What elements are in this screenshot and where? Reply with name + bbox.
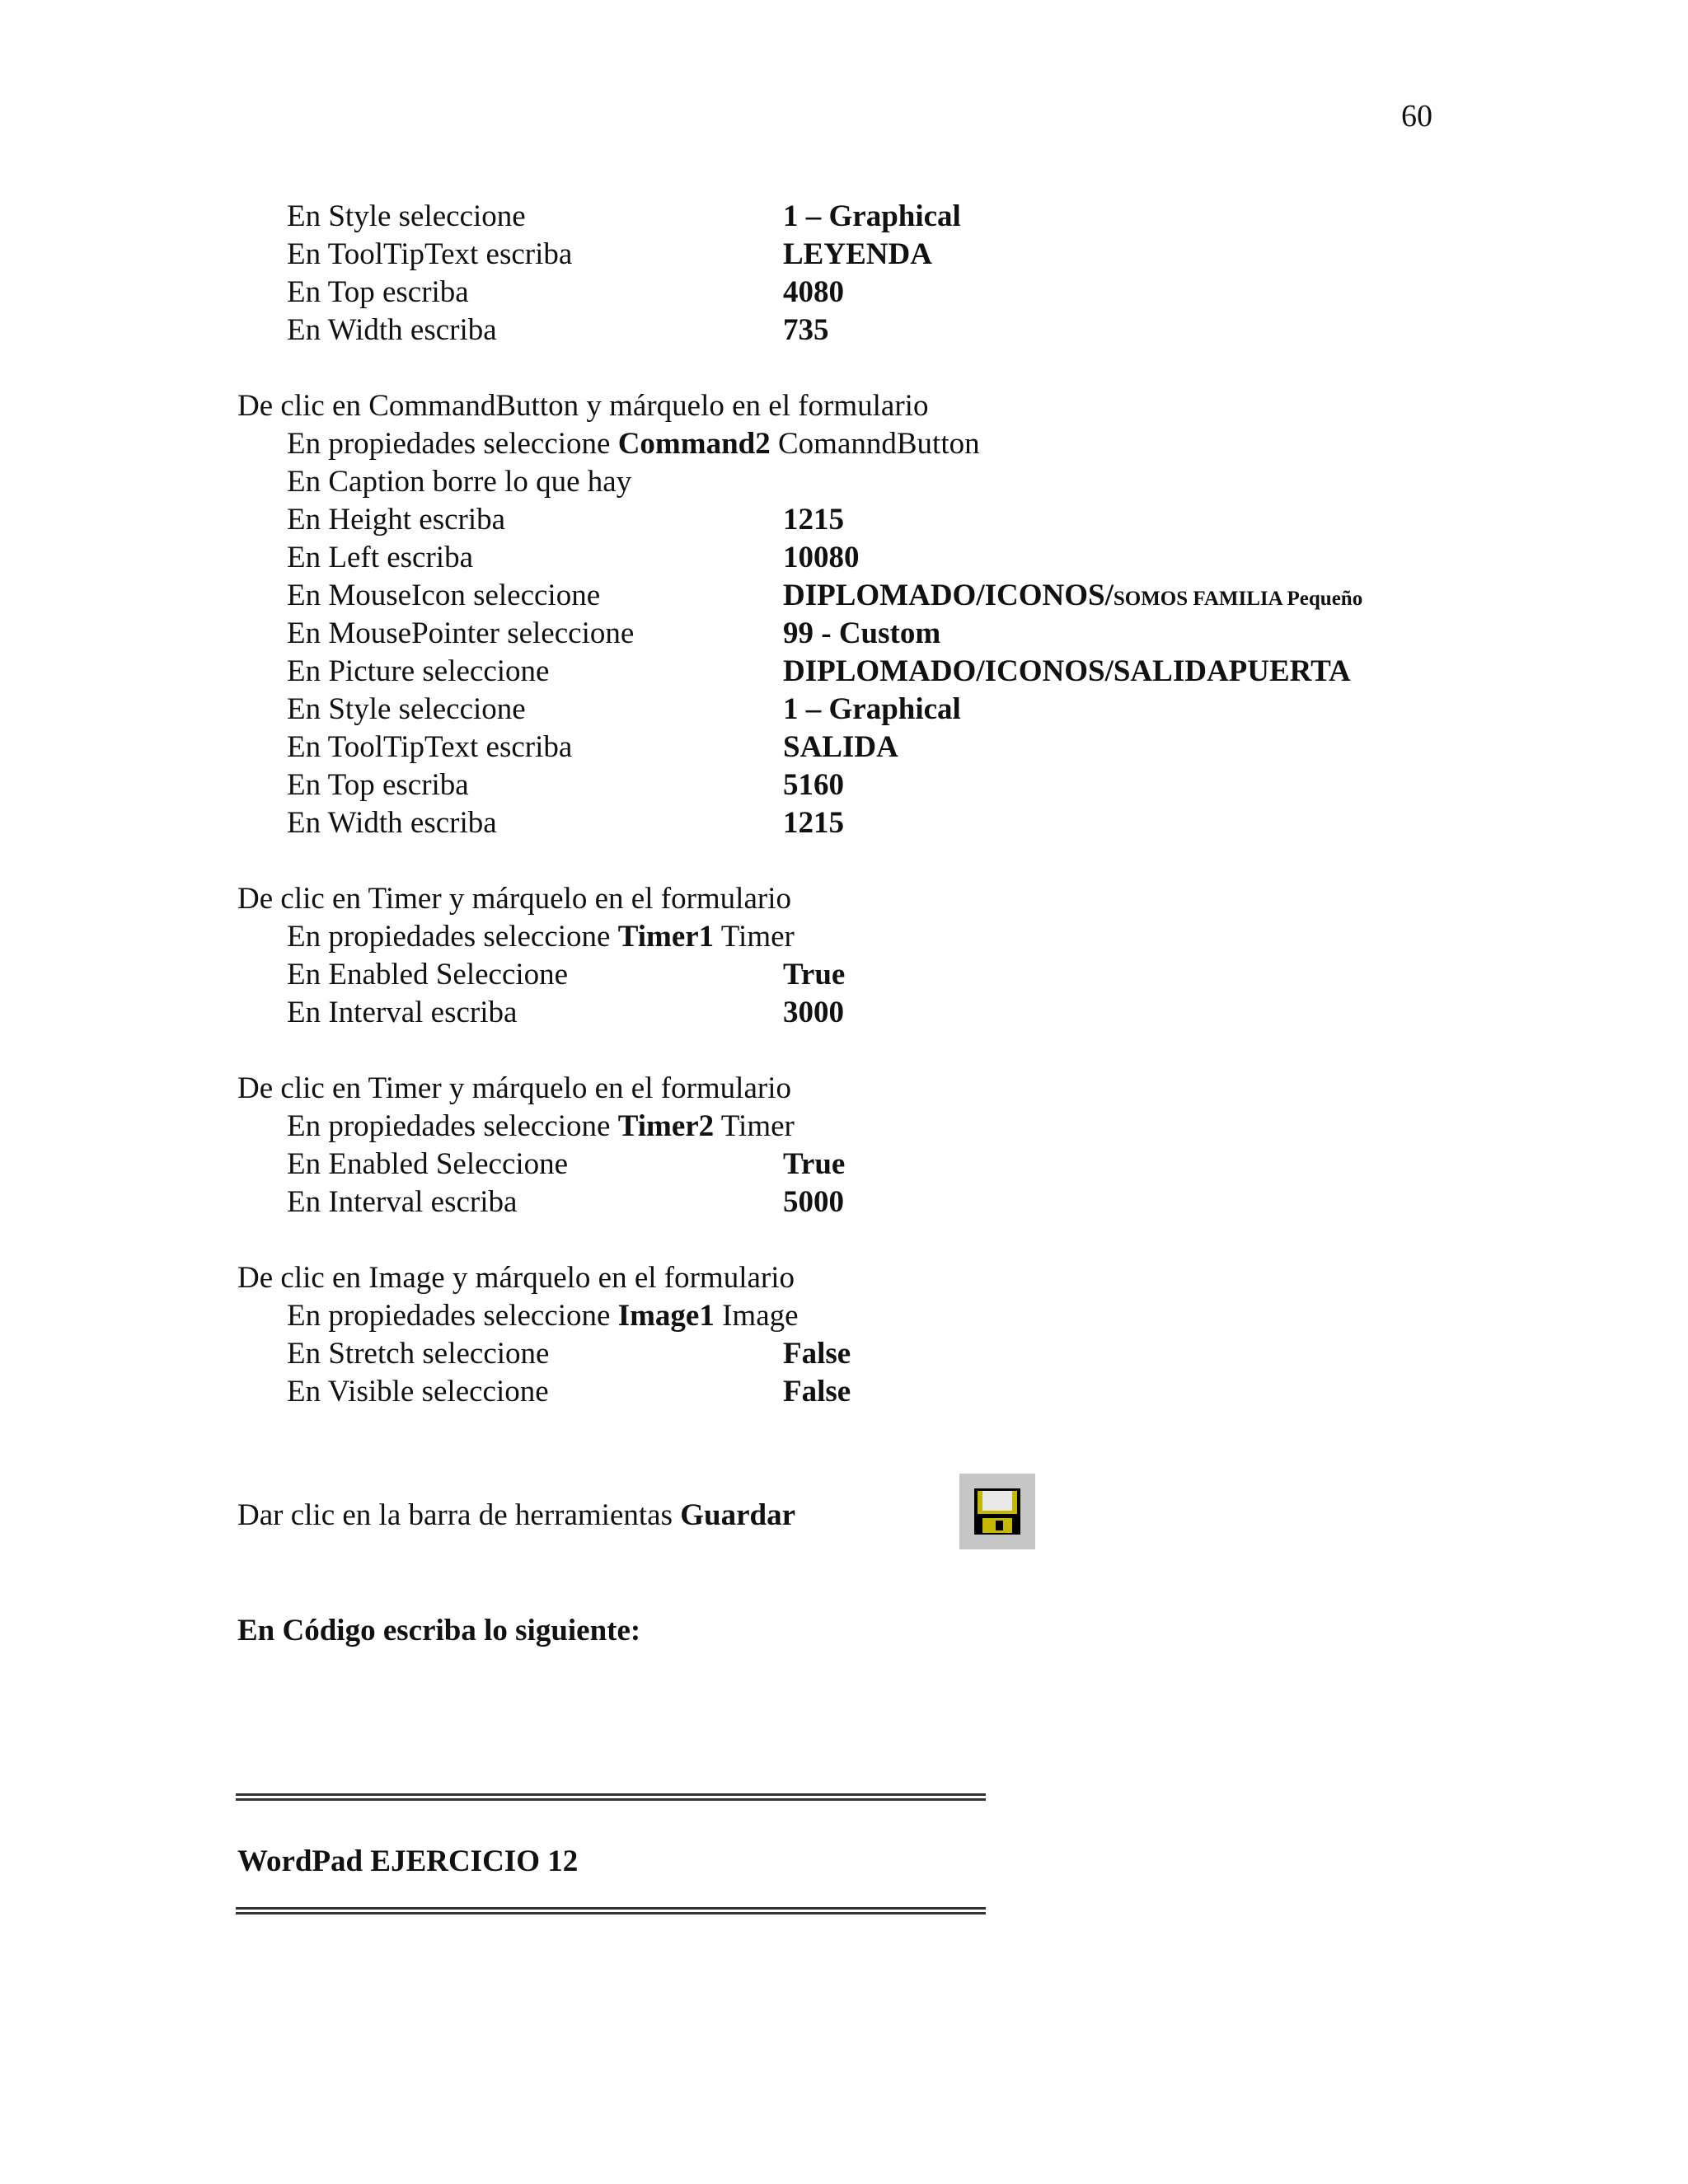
select-prefix: En propiedades seleccione — [287, 920, 618, 954]
property-value: False — [783, 1337, 851, 1371]
caption-text: En Caption borre lo que hay — [287, 465, 632, 499]
property-label: En Top escriba — [287, 275, 469, 309]
save-instruction — [237, 1497, 795, 1535]
property-value — [783, 577, 1362, 618]
property-value: True — [783, 1147, 846, 1181]
timer1-select-line — [287, 918, 795, 956]
property-value: 99 - Custom — [783, 616, 941, 650]
property-value: 5000 — [783, 1185, 844, 1219]
select-prefix: En propiedades seleccione — [287, 1299, 618, 1333]
property-value-main: DIPLOMADO/ICONOS/ — [783, 579, 1114, 612]
timer1-heading: De clic en Timer y márquelo en el formulario — [237, 882, 791, 916]
page-number: 60 — [1401, 99, 1432, 134]
command2-select-line — [287, 425, 980, 463]
property-label: En MousePointer seleccione — [287, 616, 635, 650]
property-label: En Enabled Seleccione — [287, 1147, 569, 1181]
select-prefix: En propiedades seleccione — [287, 427, 618, 461]
property-value: 1215 — [783, 806, 844, 840]
property-label: En ToolTipText escriba — [287, 237, 573, 271]
image1-select-line — [287, 1297, 799, 1335]
property-label: En Interval escriba — [287, 1185, 518, 1219]
property-label: En ToolTipText escriba — [287, 730, 573, 764]
code-heading: En Código escriba lo siguiente: — [237, 1614, 641, 1647]
property-value: False — [783, 1375, 851, 1408]
property-value: True — [783, 958, 846, 991]
property-value: 1215 — [783, 503, 844, 537]
property-label: En Picture seleccione — [287, 654, 550, 688]
select-name: Timer1 — [617, 920, 715, 954]
property-label: En MouseIcon seleccione — [287, 579, 601, 612]
select-suffix: ComanndButton — [770, 427, 980, 461]
property-value: LEYENDA — [783, 237, 932, 271]
property-label: En Visible seleccione — [287, 1375, 549, 1408]
select-suffix: Image — [714, 1299, 799, 1333]
property-value: 5160 — [783, 768, 844, 802]
property-label: En Top escriba — [287, 768, 469, 802]
property-value: 1 – Graphical — [783, 199, 961, 233]
timer2-select-line — [287, 1108, 795, 1146]
select-suffix: Timer — [714, 920, 795, 954]
property-value: SALIDA — [783, 730, 898, 764]
select-suffix: Timer — [714, 1109, 795, 1143]
command2-heading: De clic en CommandButton y márquelo en el formulario — [237, 389, 929, 423]
top-double-rule — [236, 1793, 986, 1801]
property-value: 10080 — [783, 541, 860, 574]
bottom-double-rule — [236, 1907, 986, 1915]
floppy-disk-icon-graphic — [973, 1487, 1022, 1536]
property-label: En Style seleccione — [287, 199, 526, 233]
timer2-heading: De clic en Timer y márquelo en el formulario — [237, 1071, 791, 1105]
property-value: 4080 — [783, 275, 844, 309]
property-value: DIPLOMADO/ICONOS/SALIDAPUERTA — [783, 654, 1351, 688]
image1-heading: De clic en Image y márquelo en el formulario — [237, 1261, 795, 1295]
save-text: Dar clic en la barra de herramientas — [237, 1498, 681, 1532]
property-label: En Stretch seleccione — [287, 1337, 550, 1371]
property-label: En Height escriba — [287, 503, 506, 537]
select-name: Image1 — [617, 1299, 715, 1333]
select-name: Timer2 — [617, 1109, 715, 1143]
property-label: En Interval escriba — [287, 996, 518, 1029]
property-value-small: SOMOS FAMILIA Pequeño — [1113, 588, 1363, 610]
property-value: 1 – Graphical — [783, 692, 961, 726]
select-prefix: En propiedades seleccione — [287, 1109, 618, 1143]
property-label: En Width escriba — [287, 313, 497, 347]
save-bold: Guardar — [680, 1498, 796, 1532]
floppy-disk-icon — [959, 1474, 1035, 1549]
property-label: En Enabled Seleccione — [287, 958, 569, 991]
property-label: En Style seleccione — [287, 692, 526, 726]
property-value: 735 — [783, 313, 829, 347]
property-value: 3000 — [783, 996, 844, 1029]
property-label: En Left escriba — [287, 541, 473, 574]
property-label: En Width escriba — [287, 806, 497, 840]
select-name: Command2 — [617, 427, 771, 461]
exercise-title: WordPad EJERCICIO 12 — [237, 1844, 579, 1878]
